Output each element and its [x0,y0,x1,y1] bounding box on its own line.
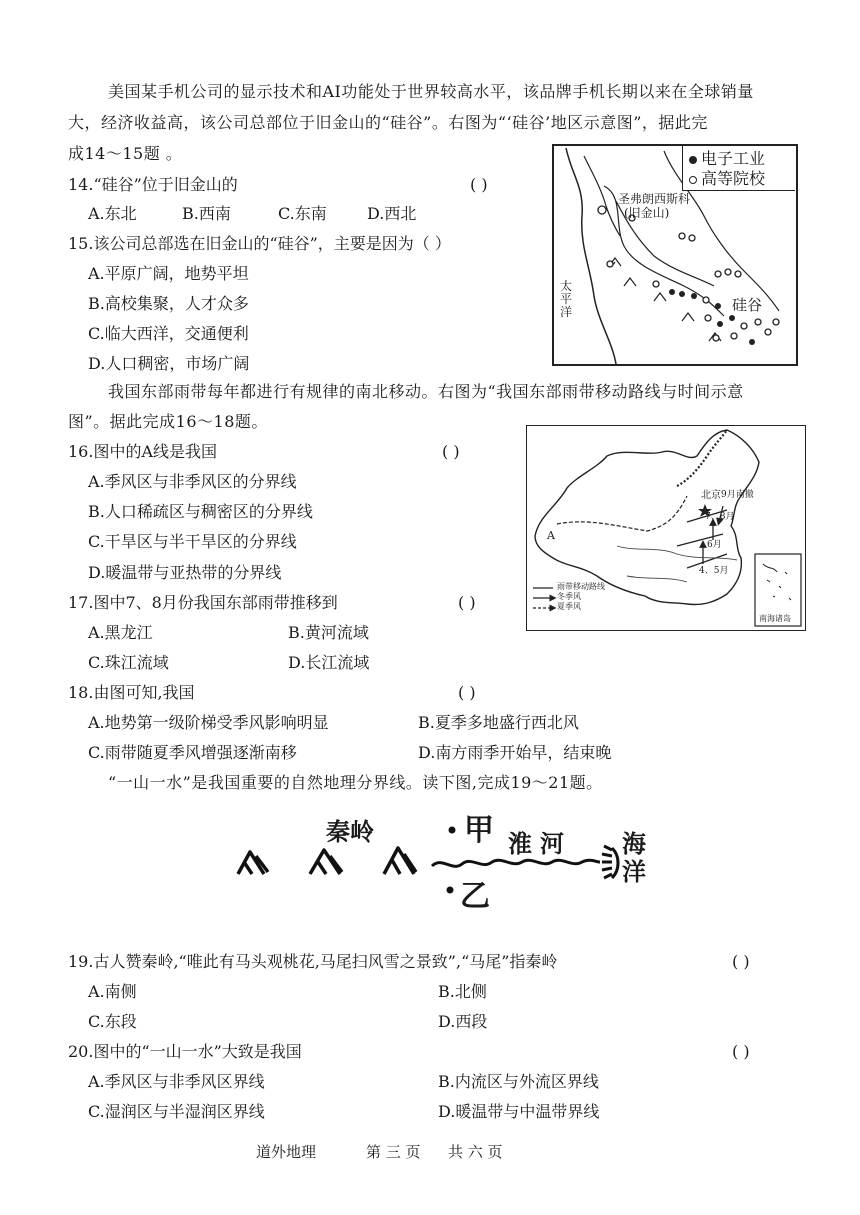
option[interactable]: B.人口稀疏区与稠密区的分界线 [88,502,313,521]
intro-line: 大，经济收益高，该公司总部位于旧金山的“硅谷”。右图为“‘硅谷’地区示意图”，据此完 [68,113,708,132]
option[interactable]: A.黑龙江 [88,623,153,642]
label-jul-aug: 7、8月 [705,512,735,522]
option[interactable]: D.长江流域 [288,653,370,672]
option[interactable]: C.东段 [88,1012,137,1031]
ocean-label: 太 平 洋 [560,279,573,319]
question-18-stem: 18.由图可知,我国 [68,683,195,702]
option[interactable]: A.季风区与非季风区界线 [88,1072,265,1091]
legend-item-college [689,169,765,189]
option[interactable]: A.南侧 [88,982,137,1001]
option[interactable]: C.临大西洋，交通便利 [88,324,249,343]
option[interactable]: A.地势第一级阶梯受季风影响明显 [88,713,329,732]
option[interactable]: C.干旱区与半干旱区的分界线 [88,532,297,551]
footer-subject: 道外地理 [256,1143,317,1161]
intro-line: 美国某手机公司的显示技术和AI功能处于世界较高水平，该品牌手机长期以来在全球销量 [108,82,754,101]
answer-blank[interactable]: ( ) [732,1042,750,1061]
valley-label: 硅谷 [732,296,763,314]
intro-line: “一山一水”是我国重要的自然地理分界线。读下图,完成19～21题。 [108,773,603,792]
question-20-stem: 20.图中的“一山一水”大致是我国 [68,1042,302,1061]
silicon-valley-map [552,144,798,366]
china-rainbelt-map [526,425,806,631]
option[interactable]: C.雨带随夏季风增强逐渐南移 [88,743,297,762]
option[interactable]: B.北侧 [438,982,487,1001]
option[interactable]: B.内流区与外流区界线 [438,1072,599,1091]
question-14-stem: 14.“硅谷”位于旧金山的 [68,175,238,194]
inset-label: 南海诸岛 [759,614,791,623]
label-qinling: 秦岭 [326,817,374,846]
answer-blank[interactable]: ( ) [470,175,488,194]
option[interactable]: B.西南 [182,204,231,223]
intro-line: 图”。据此完成16～18题。 [68,412,268,431]
option[interactable]: B.黄河流域 [288,623,369,642]
legend-label: 电子工业 [701,149,766,168]
label-sea: 海 洋 [622,829,646,886]
label-huaihe: 淮河 [508,829,572,858]
label-jun: 6月 [707,540,722,550]
question-19-stem: 19.古人赞秦岭,“唯此有马头观桃花,马尾扫风雪之景致”,“马尾”指秦岭 [68,952,558,971]
option[interactable]: D.西段 [438,1012,488,1031]
filled-dot-icon [689,156,697,164]
answer-blank[interactable]: ( ) [458,683,476,702]
label-beijing: 北京 [701,490,721,501]
option[interactable]: D.人口稠密，市场广阔 [88,354,250,373]
map-legend [682,146,795,191]
label-sep: 9月南撤 [721,490,754,500]
city-label: 圣弗朗西斯科 [618,192,691,206]
option[interactable]: A.平原广阔，地势平坦 [88,264,249,283]
city-sublabel: (旧金山) [624,206,670,220]
legend-winter-monsoon: 冬季风 [557,592,581,601]
answer-blank[interactable]: ( ) [732,952,750,971]
qinling-huaihe-diagram [228,812,658,916]
option[interactable]: A.东北 [88,204,137,223]
answer-blank[interactable]: ( ) [442,442,460,461]
option[interactable]: C.东南 [278,204,327,223]
label-apr-may: 4、5月 [699,566,729,576]
diagram-drawing [228,812,658,916]
legend-summer-monsoon: 夏季风 [557,602,581,611]
label-point-yi: 乙 [460,879,490,914]
legend-rainbelt: 雨带移动路线 [557,582,605,591]
hollow-dot-icon [689,176,697,184]
option[interactable]: C.珠江流域 [88,653,169,672]
option[interactable]: B.夏季多地盛行西北风 [418,713,579,732]
question-16-stem: 16.图中的A线是我国 [68,442,218,461]
option[interactable]: D.南方雨季开始早，结束晚 [418,743,612,762]
option[interactable]: C.湿润区与半湿润区界线 [88,1102,265,1121]
legend-label: 高等院校 [701,169,766,188]
option[interactable]: D.暖温带与亚热带的分界线 [88,563,282,582]
legend-item-industry [689,149,765,169]
intro-line: 成14～15题 。 [68,144,183,163]
option[interactable]: D.暖温带与中温带界线 [438,1102,600,1121]
intro-line: 我国东部雨带每年都进行有规律的南北移动。右图为“我国东部雨带移动路线与时间示意 [108,382,744,401]
footer-page: 第 三 页 [366,1143,421,1161]
footer-total: 共 六 页 [448,1143,503,1161]
option[interactable]: D.西北 [367,204,417,223]
option[interactable]: A.季风区与非季风区的分界线 [88,472,297,491]
question-17-stem: 17.图中7、8月份我国东部雨带推移到 [68,593,338,612]
answer-blank[interactable]: ( ) [458,593,476,612]
option[interactable]: B.高校集聚，人才众多 [88,294,249,313]
label-line-a: A [547,529,555,542]
label-point-jia: 甲 [464,813,494,848]
question-15-stem: 15.该公司总部选在旧金山的“硅谷”，主要是因为（ ） [68,234,451,253]
